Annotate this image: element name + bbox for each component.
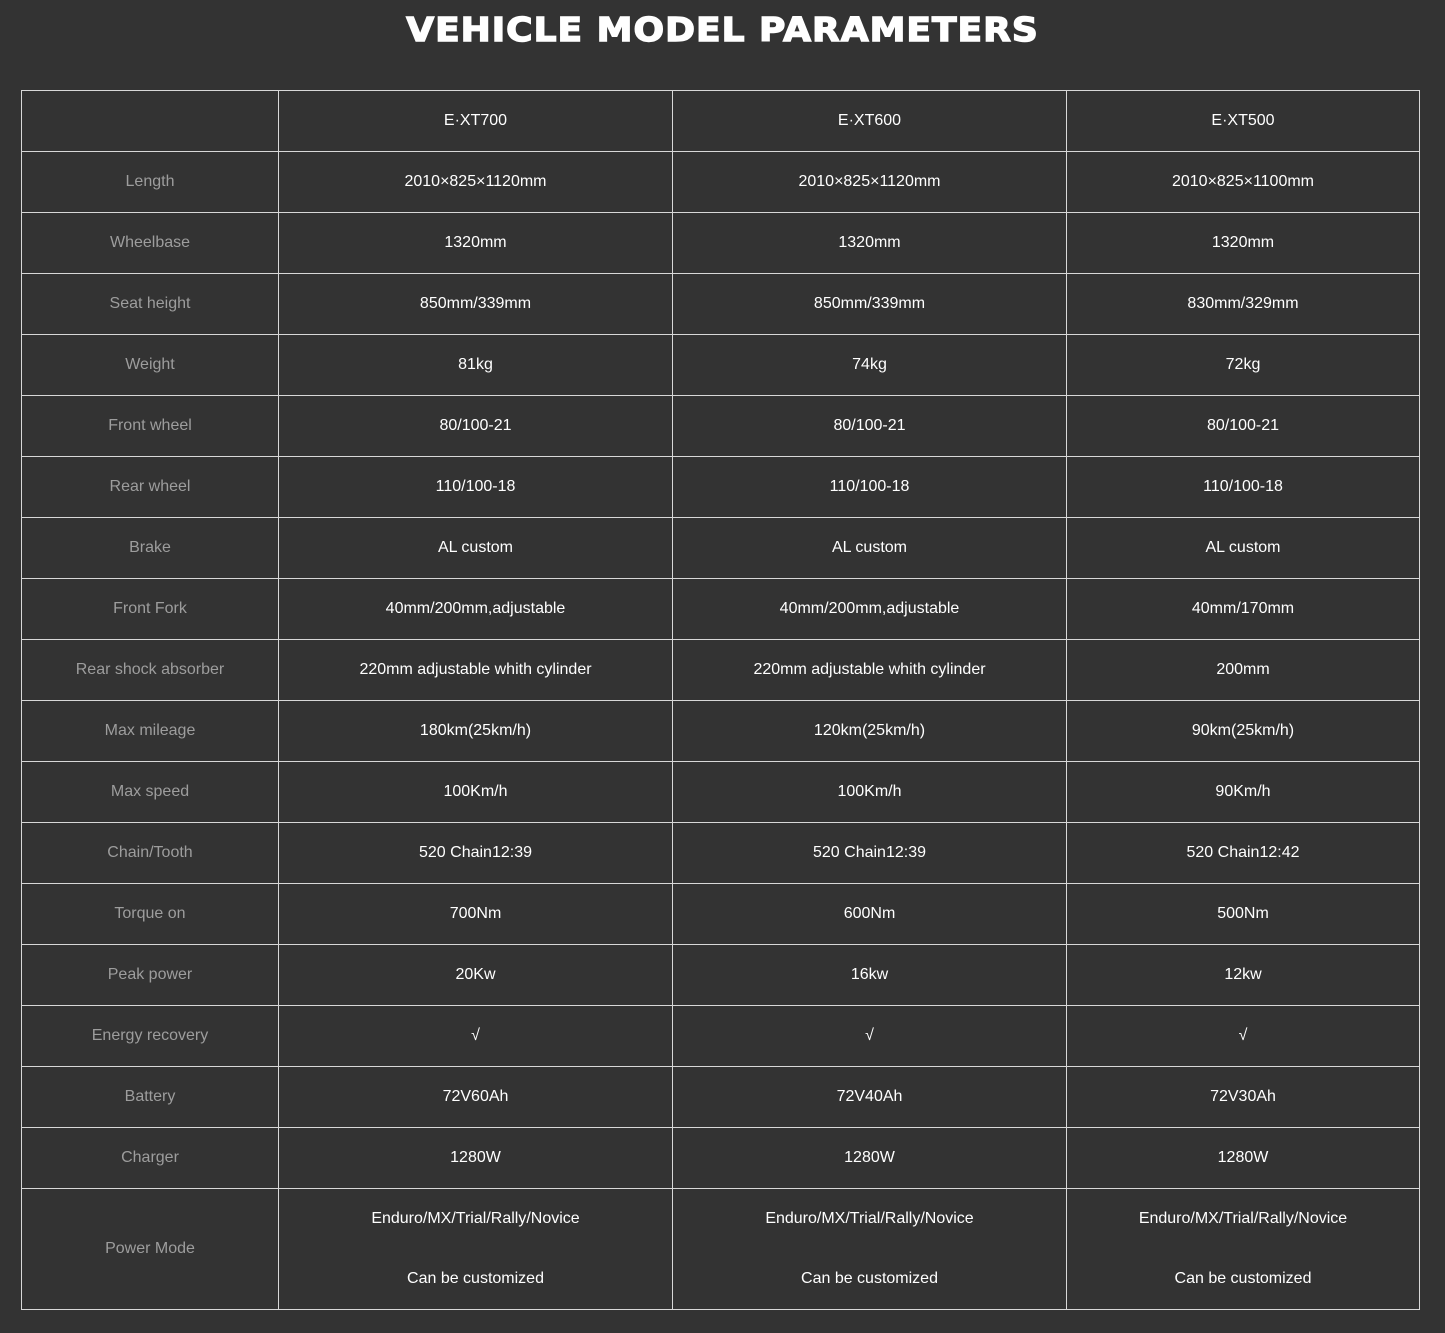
value-cell	[673, 1189, 1067, 1310]
page-title: VEHICLE MODEL PARAMETERS	[406, 11, 1039, 50]
value-cell: 220mm adjustable whith cylinder	[279, 640, 673, 701]
value-cell: 81kg	[279, 335, 673, 396]
value-cell: 72V60Ah	[279, 1067, 673, 1128]
value-cell: √	[1067, 1006, 1420, 1067]
table-row	[22, 1128, 1420, 1189]
value-cell: 80/100-21	[673, 396, 1067, 457]
table-row	[22, 823, 1420, 884]
row-label: Length	[22, 152, 279, 213]
value-cell: 200mm	[1067, 640, 1420, 701]
header-cell-empty	[22, 91, 279, 152]
value-cell: 1320mm	[279, 213, 673, 274]
row-label: Battery	[22, 1067, 279, 1128]
value-cell: 40mm/170mm	[1067, 579, 1420, 640]
value-cell: AL custom	[279, 518, 673, 579]
value-cell: 80/100-21	[1067, 396, 1420, 457]
table-row	[22, 518, 1420, 579]
value-cell: AL custom	[1067, 518, 1420, 579]
table-row	[22, 152, 1420, 213]
table-row	[22, 1067, 1420, 1128]
power-mode-note: Can be customized	[1174, 1270, 1312, 1287]
table-row	[22, 640, 1420, 701]
value-cell: 520 Chain12:39	[279, 823, 673, 884]
table-row	[22, 579, 1420, 640]
table-row	[22, 457, 1420, 518]
row-label: Seat height	[22, 274, 279, 335]
value-cell: 2010×825×1120mm	[673, 152, 1067, 213]
value-cell: 1280W	[1067, 1128, 1420, 1189]
value-cell: 100Km/h	[673, 762, 1067, 823]
value-cell: 520 Chain12:42	[1067, 823, 1420, 884]
value-cell: 850mm/339mm	[673, 274, 1067, 335]
power-mode-note: Can be customized	[801, 1270, 938, 1287]
value-cell: 74kg	[673, 335, 1067, 396]
power-mode-modes: Enduro/MX/Trial/Rally/Novice	[1138, 1210, 1348, 1227]
table-row	[22, 762, 1420, 823]
value-cell: 2010×825×1120mm	[279, 152, 673, 213]
value-cell: AL custom	[673, 518, 1067, 579]
row-label: Chain/Tooth	[22, 823, 279, 884]
header-cell-model: E·XT600	[673, 91, 1067, 152]
table-row	[22, 884, 1420, 945]
row-label: Torque on	[22, 884, 279, 945]
row-label: Energy recovery	[22, 1006, 279, 1067]
value-cell: 72V40Ah	[673, 1067, 1067, 1128]
header-row	[22, 91, 1420, 152]
table-row	[22, 274, 1420, 335]
row-label: Weight	[22, 335, 279, 396]
table-row	[22, 396, 1420, 457]
value-cell: 700Nm	[279, 884, 673, 945]
value-cell: 220mm adjustable whith cylinder	[673, 640, 1067, 701]
power-mode-note: Can be customized	[407, 1270, 544, 1287]
value-cell: 120km(25km/h)	[673, 701, 1067, 762]
table-row-power-mode	[22, 1189, 1420, 1310]
value-cell: 90km(25km/h)	[1067, 701, 1420, 762]
row-label: Rear wheel	[22, 457, 279, 518]
value-cell: 90Km/h	[1067, 762, 1420, 823]
power-mode-modes: Enduro/MX/Trial/Rally/Novice	[765, 1210, 974, 1227]
value-cell: 2010×825×1100mm	[1067, 152, 1420, 213]
value-cell: 40mm/200mm,adjustable	[279, 579, 673, 640]
parameters-table	[21, 90, 1420, 1310]
power-mode-modes: Enduro/MX/Trial/Rally/Novice	[371, 1210, 580, 1227]
value-cell: 1280W	[673, 1128, 1067, 1189]
value-cell: √	[279, 1006, 673, 1067]
row-label: Front Fork	[22, 579, 279, 640]
table-row	[22, 335, 1420, 396]
table-row	[22, 1006, 1420, 1067]
value-cell: 100Km/h	[279, 762, 673, 823]
value-cell: 16kw	[673, 945, 1067, 1006]
row-label: Brake	[22, 518, 279, 579]
value-cell: 830mm/329mm	[1067, 274, 1420, 335]
value-cell	[1067, 1189, 1420, 1310]
value-cell: 12kw	[1067, 945, 1420, 1006]
value-cell: 72V30Ah	[1067, 1067, 1420, 1128]
value-cell: 180km(25km/h)	[279, 701, 673, 762]
row-label: Max speed	[22, 762, 279, 823]
row-label: Power Mode	[22, 1189, 279, 1310]
value-cell: 20Kw	[279, 945, 673, 1006]
row-label: Max mileage	[22, 701, 279, 762]
row-label: Front wheel	[22, 396, 279, 457]
table-row	[22, 945, 1420, 1006]
value-cell: 520 Chain12:39	[673, 823, 1067, 884]
value-cell: 110/100-18	[279, 457, 673, 518]
value-cell: 1320mm	[673, 213, 1067, 274]
value-cell: 600Nm	[673, 884, 1067, 945]
value-cell: 1280W	[279, 1128, 673, 1189]
value-cell: 40mm/200mm,adjustable	[673, 579, 1067, 640]
table-row	[22, 701, 1420, 762]
value-cell: 1320mm	[1067, 213, 1420, 274]
value-cell: 110/100-18	[673, 457, 1067, 518]
value-cell: 72kg	[1067, 335, 1420, 396]
value-cell: 500Nm	[1067, 884, 1420, 945]
row-label: Charger	[22, 1128, 279, 1189]
row-label: Rear shock absorber	[22, 640, 279, 701]
header-cell-model: E·XT500	[1067, 91, 1420, 152]
value-cell: 80/100-21	[279, 396, 673, 457]
row-label: Peak power	[22, 945, 279, 1006]
row-label: Wheelbase	[22, 213, 279, 274]
value-cell	[279, 1189, 673, 1310]
header-cell-model: E·XT700	[279, 91, 673, 152]
value-cell: 850mm/339mm	[279, 274, 673, 335]
value-cell: 110/100-18	[1067, 457, 1420, 518]
value-cell: √	[673, 1006, 1067, 1067]
table-row	[22, 213, 1420, 274]
